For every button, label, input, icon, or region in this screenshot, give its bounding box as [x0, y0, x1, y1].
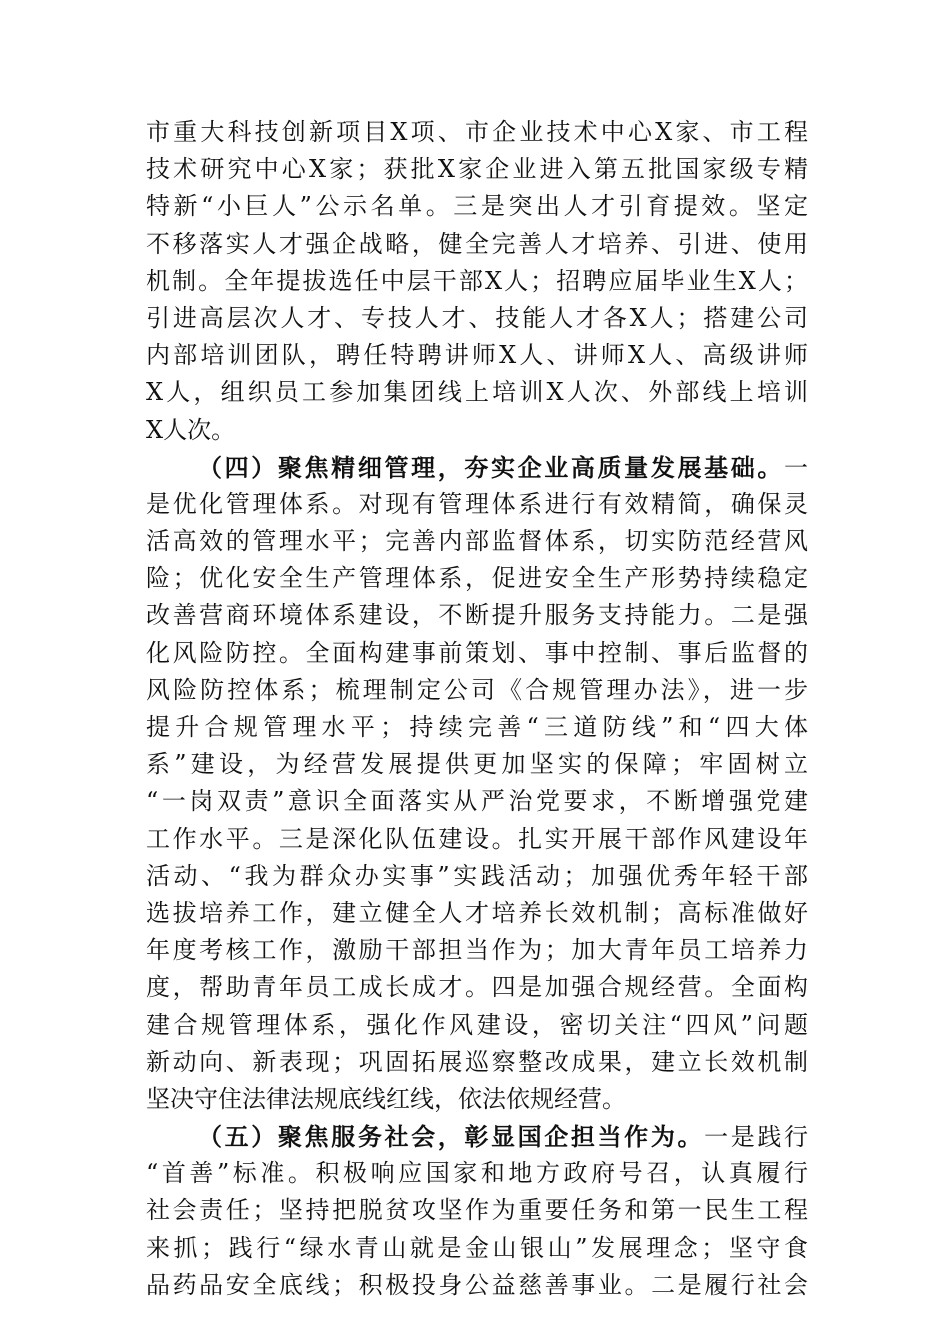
text-line: 社会责任；坚持把脱贫攻坚作为重要任务和第一民生工程 [146, 1196, 808, 1225]
text-line: “首善”标准。积极响应国家和地方政府号召，认真履行 [146, 1159, 808, 1188]
section-heading-line [146, 449, 808, 486]
text-line: 风险防控体系；梳理制定公司《合规管理办法》，进一步 [146, 675, 808, 704]
text-line: 系”建设，为经营发展提供更加坚实的保障；牢固树立 [146, 750, 808, 779]
text-line: 提升合规管理水平；持续完善“三道防线”和“四大体 [146, 713, 808, 741]
text-line: 新动向、新表现；巩固拓展巡察整改成果，建立长效机制 [146, 1047, 808, 1076]
text-line: 引进高层次人才、专技人才、技能人才各X人；搭建公司 [146, 303, 808, 332]
text-line: 年度考核工作，激励干部担当作为；加大青年员工培养力 [146, 936, 808, 965]
text-line: 活动、“我为群众办实事”实践活动；加强优秀年轻干部 [146, 861, 808, 890]
text-line: 工作水平。三是深化队伍建设。扎实开展干部作风建设年 [146, 824, 808, 853]
section-heading-line [146, 1118, 808, 1155]
text-line: 活高效的管理水平；完善内部监督体系，切实防范经营风 [146, 527, 808, 556]
text-line: 特新“小巨人”公示名单。三是突出人才引育提效。坚定 [146, 192, 808, 221]
text-line: 度，帮助青年员工成长成才。四是加强合规经营。全面构 [146, 973, 808, 1002]
text-line: 坚决守住法律法规底线红线，依法依规经营。 [146, 1084, 626, 1113]
text-line: “一岗双责”意识全面落实从严治党要求，不断增强党建 [146, 787, 808, 816]
section-heading-4: （四）聚焦精细管理，夯实企业高质量发展基础。 [198, 452, 784, 482]
text-line: 改善营商环境体系建设，不断提升服务支持能力。二是强 [146, 601, 808, 630]
text-line: 建合规管理体系，强化作风建设，密切关注“四风”问题 [146, 1010, 808, 1039]
text-line: 化风险防控。全面构建事前策划、事中控制、事后监督的 [146, 638, 808, 667]
section-heading-5: （五）聚焦服务社会，彰显国企担当作为。 [198, 1122, 705, 1152]
text-line: X人，组织员工参加集团线上培训X人次、外部线上培训 [146, 378, 808, 407]
text-line: X人次。 [146, 415, 236, 444]
text-line: 品药品安全底线；积极投身公益慈善事业。二是履行社会 [146, 1270, 808, 1299]
text-line: 来抓；践行“绿水青山就是金山银山”发展理念；坚守食 [146, 1233, 808, 1262]
text-line: 是优化管理体系。对现有管理体系进行有效精简，确保灵 [146, 489, 808, 518]
text-line: 机制。全年提拔选任中层干部X人；招聘应届毕业生X人； [146, 266, 808, 295]
paragraph-talent [146, 114, 808, 449]
heading-line-rest: 一是践行 [704, 1123, 809, 1152]
text-line: 不移落实人才强企战略，健全完善人才培养、引进、使用 [146, 229, 808, 258]
text-line: 技术研究中心X家；获批X家企业进入第五批国家级专精 [146, 155, 808, 184]
text-line: 内部培训团队，聘任特聘讲师X人、讲师X人、高级讲师 [146, 341, 808, 370]
text-line: 险；优化安全生产管理体系，促进安全生产形势持续稳定 [146, 564, 808, 593]
heading-line-rest: 一 [784, 453, 808, 482]
paragraph-social-service [146, 1118, 808, 1304]
paragraph-fine-management [146, 449, 808, 1118]
text-line: 市重大科技创新项目X项、市企业技术中心X家、市工程 [146, 118, 808, 146]
text-line: 选拔培养工作，建立健全人才培养长效机制；高标准做好 [146, 898, 808, 927]
document-page [146, 114, 808, 1304]
